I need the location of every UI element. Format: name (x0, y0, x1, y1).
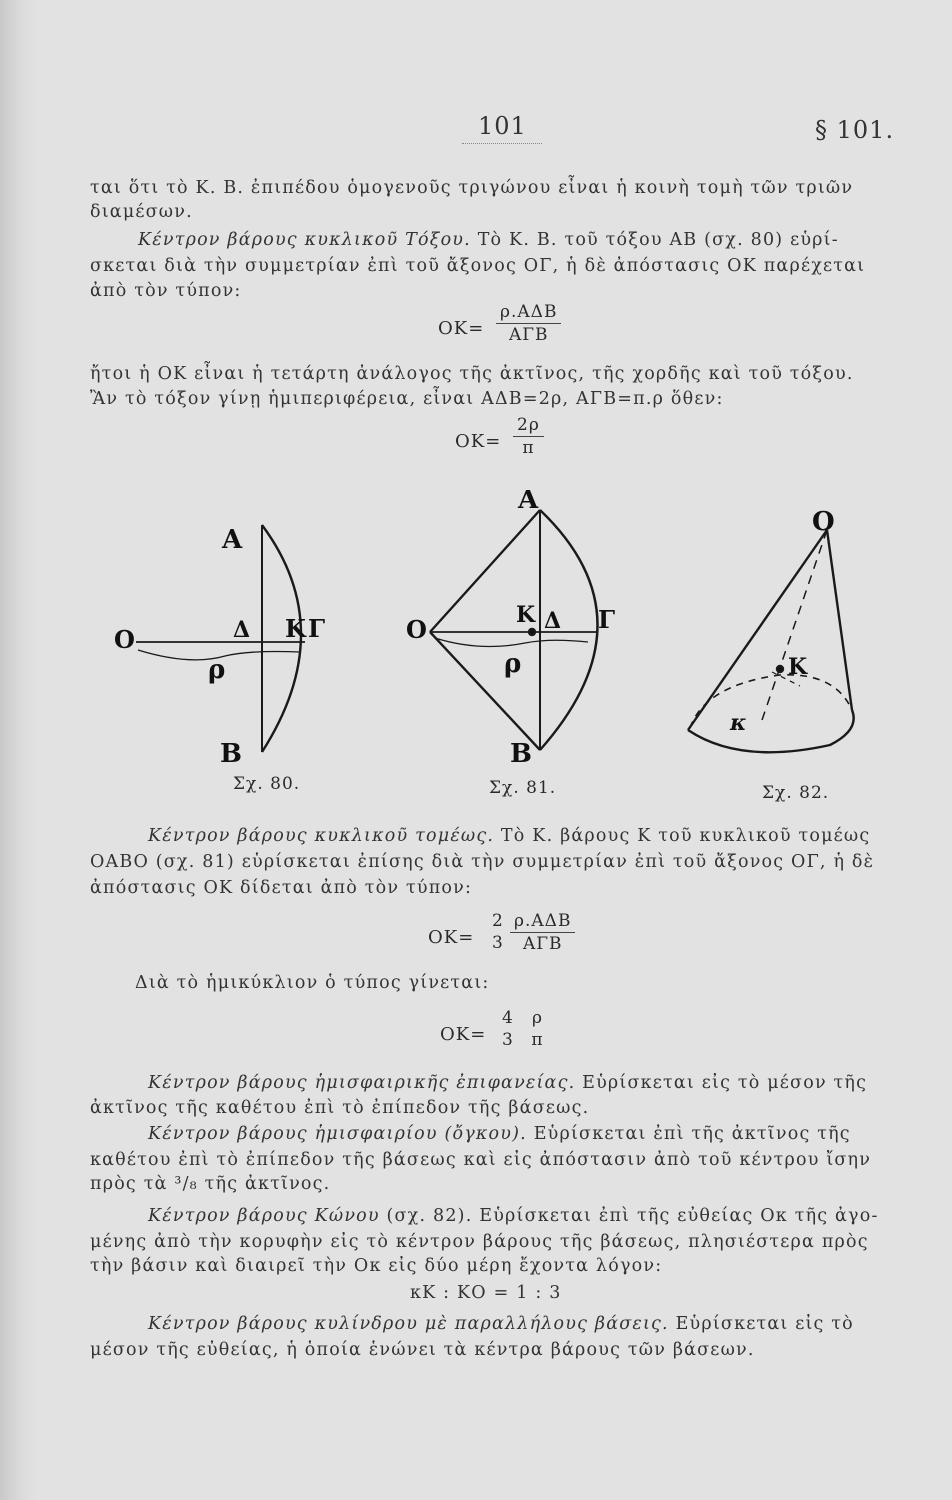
header-rule (462, 143, 542, 144)
text-line: ἀκτῖνος τῆς καθέτου ἐπὶ τὸ ἐπίπεδον τῆς βάσεως. (90, 1098, 590, 1118)
cone-side-left (688, 530, 827, 730)
label-g: Γ (598, 605, 616, 634)
fraction-numerator: ρ.ΑΔΒ (510, 911, 575, 933)
radius-ob (430, 632, 540, 750)
coefficient-numerator: 4 (502, 1008, 514, 1028)
formula-fraction (496, 302, 561, 345)
coefficient-denominator: 3 (502, 1030, 514, 1050)
label-o: Ο (406, 615, 427, 644)
label-b: Β (510, 739, 532, 769)
figure-81 (430, 510, 598, 750)
figure-caption: Σχ. 82. (762, 783, 830, 803)
text-line: ἤτοι ἡ ΟΚ εἶναι ἡ τετάρτη ἀνάλογος τῆς ἀκτῖνος, τῆς χορδῆς καὶ τοῦ τόξου. (90, 364, 854, 384)
point-k (777, 666, 783, 672)
text-line: Διὰ τὸ ἡμικύκλιον ὁ τύπος γίνεται: (135, 973, 490, 993)
figure-caption: Σχ. 80. (233, 774, 301, 794)
text-line: ται ὅτι τὸ Κ. Β. ἐπιπέδου ὁμογενοῦς τριγώνου εἶναι ἡ κοινὴ τομὴ τῶν τριῶν (90, 178, 854, 198)
formula-lhs: ΟΚ= (455, 431, 502, 452)
label-d: Δ (233, 617, 251, 643)
fraction-numerator: 2ρ (513, 415, 544, 437)
coefficient-denominator: 3 (492, 933, 504, 953)
text-line: καθέτου ἐπὶ τὸ ἐπίπεδον τῆς βάσεως καὶ εἰς ἀπόστασιν ἀπὸ τοῦ κέντρου ἴσην (90, 1150, 872, 1170)
page-edge (0, 0, 38, 1500)
label-kappa: κ (730, 710, 747, 736)
label-rho: ρ (504, 649, 522, 679)
ratio-formula: κΚ : ΚΟ = 1 : 3 (410, 1283, 562, 1303)
text-line: σκεται διὰ τὴν συμμετρίαν ἐπὶ τοῦ ἄξονος ΟΓ, ἡ δὲ ἀπόστασις ΟΚ παρέχεται (90, 256, 866, 276)
text-span: (σχ. 82). Εὑρίσκεται ἐπὶ τῆς εὐθείας Οκ τῆς ἀγο- (386, 1206, 879, 1226)
text-line (148, 1073, 867, 1093)
label-g: Γ (308, 614, 326, 643)
label-o: Ο (114, 625, 135, 654)
text-span: Τὸ Κ. βάρους Κ τοῦ κυκλικοῦ τομέως (500, 826, 871, 846)
text-line (148, 1206, 879, 1226)
section-heading: Κέντρον βάρους κυκλικοῦ Τόξου. (138, 230, 471, 250)
label-b: Β (220, 739, 242, 769)
label-a: Α (222, 525, 243, 555)
text-line: πρὸς τὰ ³/₈ τῆς ἀκτῖνος. (90, 1174, 331, 1194)
cone-axis (762, 530, 827, 720)
coefficient-numerator: 2 (492, 911, 504, 931)
formula-coefficient (498, 1008, 518, 1050)
cone-base-front (688, 710, 854, 752)
fraction-numerator: ρ.ΑΔΒ (496, 302, 561, 324)
formula-lhs: ΟΚ= (438, 318, 485, 339)
fraction-denominator: ΑΓΒ (522, 934, 563, 954)
cone-base-back (690, 675, 852, 728)
point-k (529, 629, 535, 635)
text-line (148, 826, 870, 846)
text-span: Εὑρίσκεται εἰς τὸ μέσον τῆς (582, 1073, 868, 1093)
text-span: Εὑρίσκεται ἐπὶ τῆς ἀκτῖνος τῆς (533, 1124, 851, 1144)
figures-area (100, 490, 900, 810)
cone-side-right (827, 530, 852, 710)
text-line: ἀπὸ τὸν τύπον: (90, 281, 242, 301)
text-line: μέσον τῆς εὐθείας, ἡ ὁποία ἑνώνει τὰ κέντρα βάρους τῶν βάσεων. (90, 1340, 755, 1360)
formula-fraction (528, 1008, 547, 1050)
text-span: Τὸ Κ. Β. τοῦ τόξου ΑΒ (σχ. 80) εὑρί- (477, 230, 839, 250)
section-heading: Κέντρον βάρους κυκλικοῦ τομέως. (148, 826, 495, 846)
section-heading: Κέντρον βάρους ἡμισφαιρίου (ὄγκου). (148, 1124, 527, 1144)
formula-fraction (510, 911, 575, 954)
text-line: τὴν βάσιν καὶ διαιρεῖ τὴν Οκ εἰς δύο μέρη ἔχοντα λόγον: (90, 1256, 663, 1276)
formula-lhs: ΟΚ= (440, 1024, 487, 1045)
label-o: Ο (812, 507, 835, 537)
section-heading: Κέντρον βάρους ἡμισφαιρικῆς ἐπιφανείας. (148, 1073, 576, 1093)
formula-lhs: ΟΚ= (428, 927, 475, 948)
fraction-denominator: π (531, 1030, 544, 1050)
radius-brace (435, 638, 588, 647)
figure-82 (688, 530, 854, 752)
label-d: Δ (544, 608, 562, 634)
fraction-denominator: ΑΓΒ (508, 325, 549, 345)
section-heading: Κέντρον βάρους Κώνου (148, 1206, 380, 1226)
text-line: μένης ἀπὸ τὴν κορυφὴν εἰς τὸ κέντρον βάρους τῆς βάσεως, πλησιέστερα πρὸς (90, 1232, 869, 1252)
text-span: Εὑρίσκεται εἰς τὸ (675, 1314, 854, 1334)
formula-fraction (513, 415, 544, 458)
section-number: § 101. (815, 116, 895, 144)
text-line (148, 1124, 851, 1144)
label-rho: ρ (208, 655, 226, 685)
text-line: ἀπόστασις ΟΚ δίδεται ἀπὸ τὸν τύπον: (90, 878, 473, 898)
fraction-denominator: π (522, 438, 535, 458)
text-line: Ἂν τὸ τόξον γίνῃ ἡμιπεριφέρεια, εἶναι ΑΔΒ=2ρ, ΑΓΒ=π.ρ ὅθεν: (90, 389, 724, 409)
text-line: ΟΑΒΟ (σχ. 81) εὑρίσκεται ἐπίσης διὰ τὴν συμμετρίαν ἐπὶ τοῦ ἄξονος ΟΓ, ἡ δὲ (90, 852, 875, 872)
label-k: Κ (788, 654, 808, 680)
label-k: Κ (285, 614, 306, 643)
fraction-numerator: ρ (532, 1008, 543, 1028)
text-line (148, 1314, 854, 1334)
page-number: 101 (478, 112, 527, 140)
figure-caption: Σχ. 81. (489, 778, 557, 798)
text-line (138, 230, 839, 250)
section-heading: Κέντρον βάρους κυλίνδρου μὲ παραλλήλους βάσεις. (148, 1314, 669, 1334)
label-k: Κ (516, 602, 536, 628)
text-line: διαμέσων. (90, 202, 193, 222)
formula-coefficient (488, 911, 508, 953)
figure-80 (136, 525, 305, 752)
label-a: Α (518, 490, 539, 515)
